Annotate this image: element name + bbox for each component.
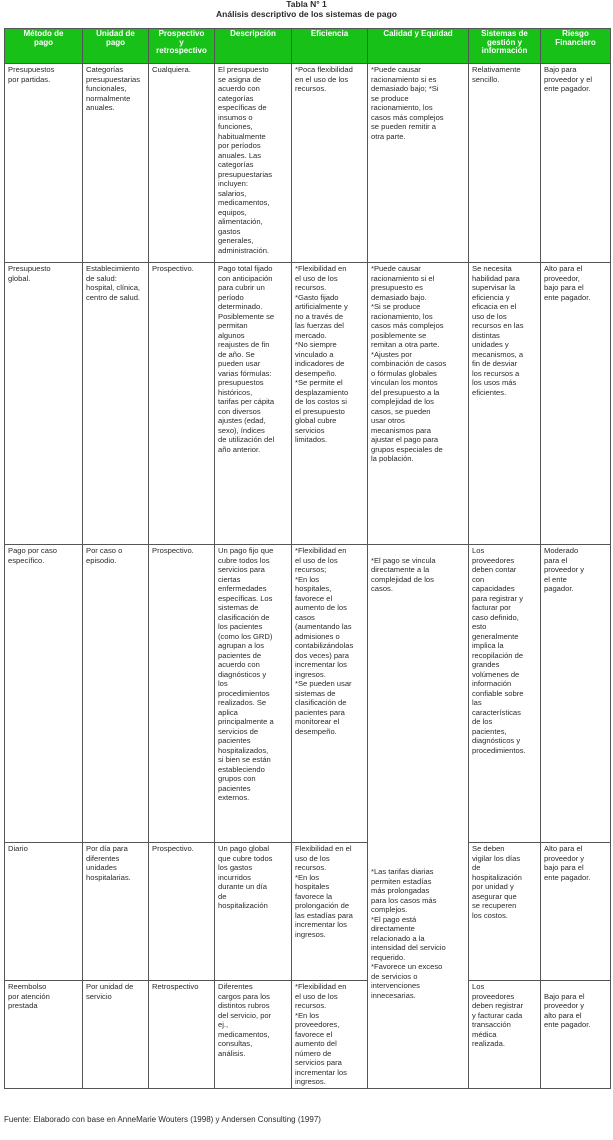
cell-eficiencia: *Poca flexibilidad en el uso de los recursos.	[292, 64, 368, 263]
header-prospectivo: Prospectivo y retrospectivo	[149, 29, 215, 64]
cell-prospectivo: Prospectivo.	[149, 263, 215, 545]
cell-unidad: Categorías presupuestarias funcionales, normalmente anuales.	[83, 64, 149, 263]
header-calidad: Calidad y Equidad	[368, 29, 469, 64]
payment-systems-table	[4, 28, 611, 1089]
cell-metodo: Presupuesto global.	[5, 263, 83, 545]
cell-unidad: Por caso o episodio.	[83, 545, 149, 843]
cell-metodo: Diario	[5, 843, 83, 981]
cell-calidad	[368, 545, 469, 1089]
source-footnote: Fuente: Elaborado con base en AnneMarie Wouters (1998) y Andersen Consulting (1997)	[4, 1115, 321, 1124]
header-unidad: Unidad de pago	[83, 29, 149, 64]
cell-metodo: Presupuestos por partidas.	[5, 64, 83, 263]
cell-eficiencia: *Flexibilidad en el uso de los recursos. *En los proveedores, favorece el aumento del número de servicios para incrementar los ingresos.	[292, 981, 368, 1089]
table-title: Análisis descriptivo de los sistemas de pago	[216, 8, 397, 19]
cell-sistemas: Se deben vigilar los días de hospitalización por unidad y asegurar que se recuperen los costos.	[469, 843, 541, 981]
table-row	[5, 981, 611, 1089]
cell-descripcion: El presupuesto se asigna de acuerdo con categorías específicas de insumos o funciones, habitualmente por períodos anuales. Las categorías presupuestarias incluyen: salarios, medicamentos, equipos, alimentación, gastos generales, administración.	[215, 64, 292, 263]
cell-eficiencia: *Flexibilidad en el uso de los recursos. *Gasto fijado artificialmente y no a través de las fuerzas del mercado. *No siempre vinculado a indicadores de desempeño. *Se permite el desplazamiento de los costos si el presupuesto global cubre servicios limitados.	[292, 263, 368, 545]
cell-calidad: *Puede causar racionamiento si es demasiado bajo; *Si se produce racionamiento, los casos más complejos se pueden remitir a otra parte.	[368, 64, 469, 263]
header-metodo: Método de pago	[5, 29, 83, 64]
cell-riesgo: Bajo para proveedor y el ente pagador.	[541, 64, 611, 263]
cell-riesgo: Bajo para el proveedor y alto para el ente pagador.	[541, 981, 611, 1089]
cell-metodo: Pago por caso específico.	[5, 545, 83, 843]
cell-eficiencia: *Flexibilidad en el uso de los recursos; *En los hospitales, favorece el aumento de los casos (aumentando las admisiones o contabilizándolas dos veces) para incrementar los ingresos. *Se pueden usar sistemas de clasificación de pacientes para monitorear el desempeño.	[292, 545, 368, 843]
cell-unidad: Por unidad de servicio	[83, 981, 149, 1089]
calidad-spacer	[371, 594, 465, 858]
cell-sistemas: Se necesita habilidad para supervisar la eficiencia y eficacia en el uso de los recursos en las distintas unidades y mecanismos, a fin de desviar los recursos a los usos más eficientes.	[469, 263, 541, 545]
cell-descripcion: Pago total fijado con anticipación para cubrir un período determinado. Posiblemente se permitan algunos reajustes de fin de año. Se pueden usar varias fórmulas: presupuestos históricos, tarifas per cápita con diversos ajustes (edad, sexo), índices de utilización del año anterior.	[215, 263, 292, 545]
cell-unidad: Establecimiento de salud: hospital, clínica, centro de salud.	[83, 263, 149, 545]
header-riesgo: Riesgo Financiero	[541, 29, 611, 64]
cell-calidad: *Puede causar racionamiento si el presupuesto es demasiado bajo. *Si se produce racionamiento, los casos más complejos posiblemente se remitan a otra parte. *Ajustes por combinación de casos o fórmulas globales vinculan los montos del presupuesto a la complejidad de los casos, se pueden usar otros mecanismos para ajustar el pago para grupos especiales de la población.	[368, 263, 469, 545]
cell-prospectivo: Prospectivo.	[149, 843, 215, 981]
cell-descripcion: Diferentes cargos para los distintos rubros del servicio, por ej., medicamentos, consultas, análisis.	[215, 981, 292, 1089]
header-sistemas: Sistemas de gestión y información	[469, 29, 541, 64]
cell-sistemas: Relativamente sencillo.	[469, 64, 541, 263]
cell-metodo: Reembolso por atención prestada	[5, 981, 83, 1089]
table-row	[5, 545, 611, 843]
cell-eficiencia: Flexibilidad en el uso de los recursos. *En los hospitales favorece la prolongación de las estadías para incrementar los ingresos.	[292, 843, 368, 981]
cell-sistemas: Los proveedores deben registrar y facturar cada transacción médica realizada.	[469, 981, 541, 1089]
table-caption	[0, 0, 613, 19]
cell-riesgo: Alto para el proveedor y bajo para el ente pagador.	[541, 843, 611, 981]
cell-riesgo: Alto para el proveedor, bajo para el ente pagador.	[541, 263, 611, 545]
header-descripcion: Descripción	[215, 29, 292, 64]
cell-prospectivo: Prospectivo.	[149, 545, 215, 843]
header-eficiencia: Eficiencia	[292, 29, 368, 64]
calidad-text-diario: *Las tarifas diarias permiten estadías más prolongadas para los casos más complejos. *El pago está directamente relacionado a la intensidad del servicio requerido. *Favorece un exceso de servicios o intervenciones innecesarias.	[371, 867, 446, 1000]
table-number: Tabla N° 1	[286, 0, 327, 9]
table-row	[5, 843, 611, 981]
cell-riesgo: Moderado para el proveedor y el ente pagador.	[541, 545, 611, 843]
header-row	[5, 29, 611, 64]
cell-descripcion: Un pago fijo que cubre todos los servicios para ciertas enfermedades específicas. Los sistemas de clasificación de los pacientes (como los GRD) agrupan a los pacientes de acuerdo con diagnósticos y los procedimientos realizados. Se aplica principalmente a servicios de pacientes hospitalizados, si bien se están estableciendo grupos con pacientes externos.	[215, 545, 292, 843]
table-row	[5, 64, 611, 263]
calidad-text: *El pago se vincula directamente a la complejidad de los casos.	[371, 555, 436, 593]
cell-prospectivo: Cualquiera.	[149, 64, 215, 263]
table-row	[5, 263, 611, 545]
cell-sistemas: Los proveedores deben contar con capacidades para registrar y facturar por caso definido, esto generalmente implica la recopilación de grandes volúmenes de información confiable sobre las características de los pacientes, diagnósticos y procedimientos.	[469, 545, 541, 843]
cell-unidad: Por día para diferentes unidades hospitalarias.	[83, 843, 149, 981]
cell-prospectivo: Retrospectivo	[149, 981, 215, 1089]
cell-descripcion: Un pago global que cubre todos los gastos incurridos durante un día de hospitalización	[215, 843, 292, 981]
